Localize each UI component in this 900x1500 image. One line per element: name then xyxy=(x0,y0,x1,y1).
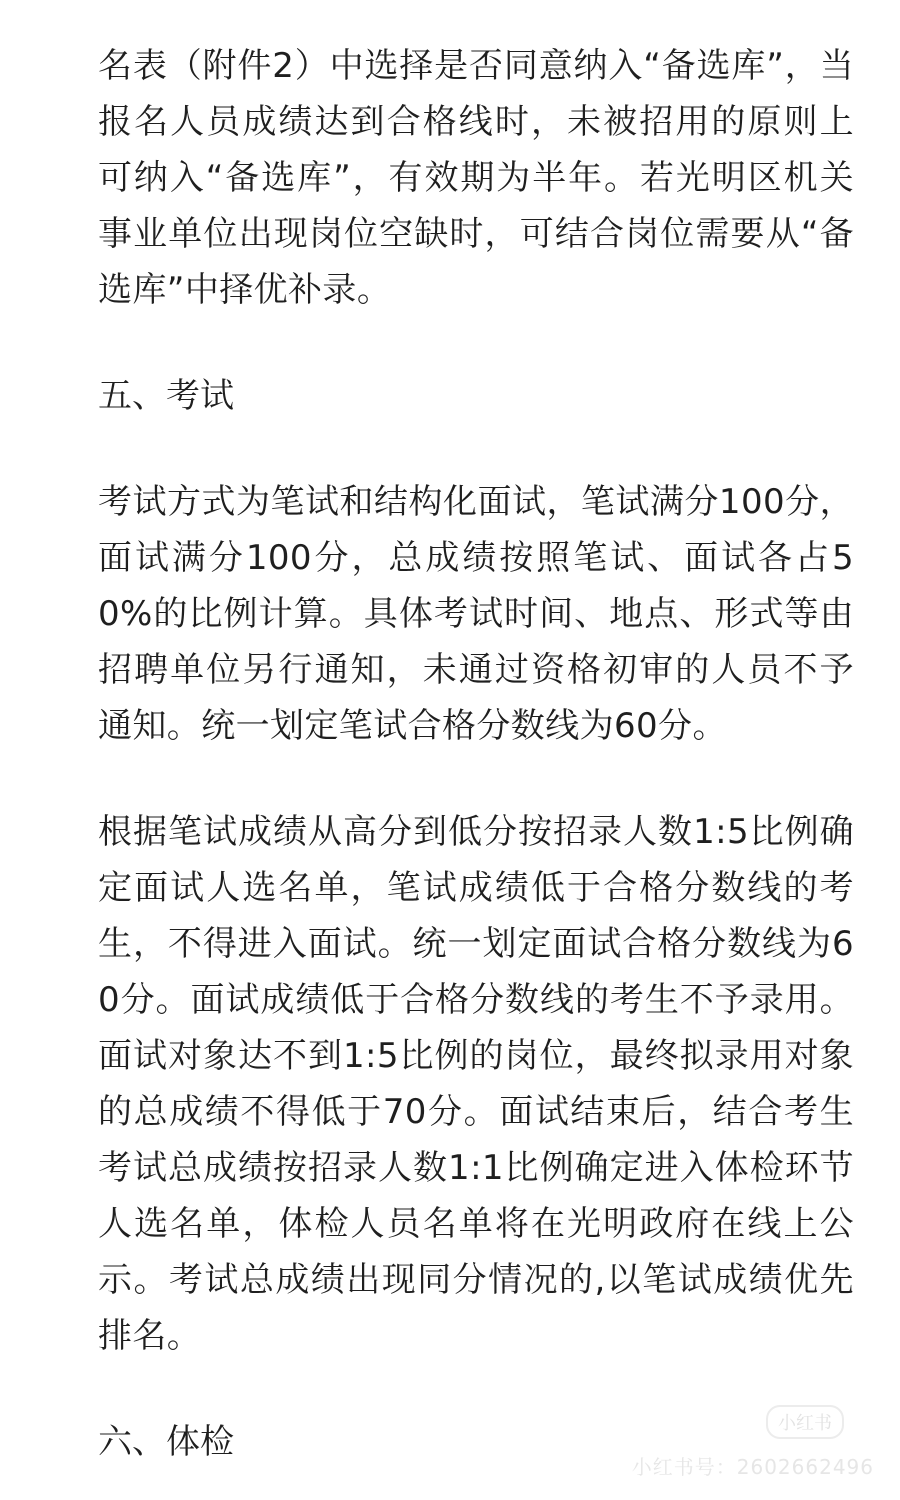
watermark xyxy=(632,1405,874,1480)
section-heading-medical: 六、体检 xyxy=(98,1422,234,1462)
paragraph-exam-method: 考试方式为笔试和结构化面试，笔试满分100分，面试满分100分，总成绩按照笔试、面试各占50%的比例计算。具体考试时间、地点、形式等由招聘单位另行通知，未通过资格初审的人员不予通知。统一划定笔试合格分数线为60分。 xyxy=(98,482,855,746)
watermark-logo: 小红书 xyxy=(766,1405,844,1439)
paragraph-interview-selection: 根据笔试成绩从高分到低分按招录人数1:5比例确定面试人选名单，笔试成绩低于合格分数线的考生，不得进入面试。统一划定面试合格分数线为60分。面试成绩低于合格分数线的考生不予录用。面试对象达不到1:5比例的岗位，最终拟录用对象的总成绩不得低于70分。面试结束后，结合考生考试总成绩按招录人数1:1比例确定进入体检环节人选名单，体检人员名单将在光明政府在线上公示。考试总成绩出现同分情况的,以笔试成绩优先排名。 xyxy=(98,812,854,1356)
paragraph-backup-pool: 名表（附件2）中选择是否同意纳入“备选库”，当报名人员成绩达到合格线时，未被招用的原则上可纳入“备选库”，有效期为半年。若光明区机关事业单位出现岗位空缺时，可结合岗位需要从“备选库”中择优补录。 xyxy=(98,46,854,310)
section-heading-exam: 五、考试 xyxy=(98,376,234,416)
watermark-id: 小红书号：2602662496 xyxy=(631,1455,874,1479)
article-body xyxy=(98,38,854,1470)
